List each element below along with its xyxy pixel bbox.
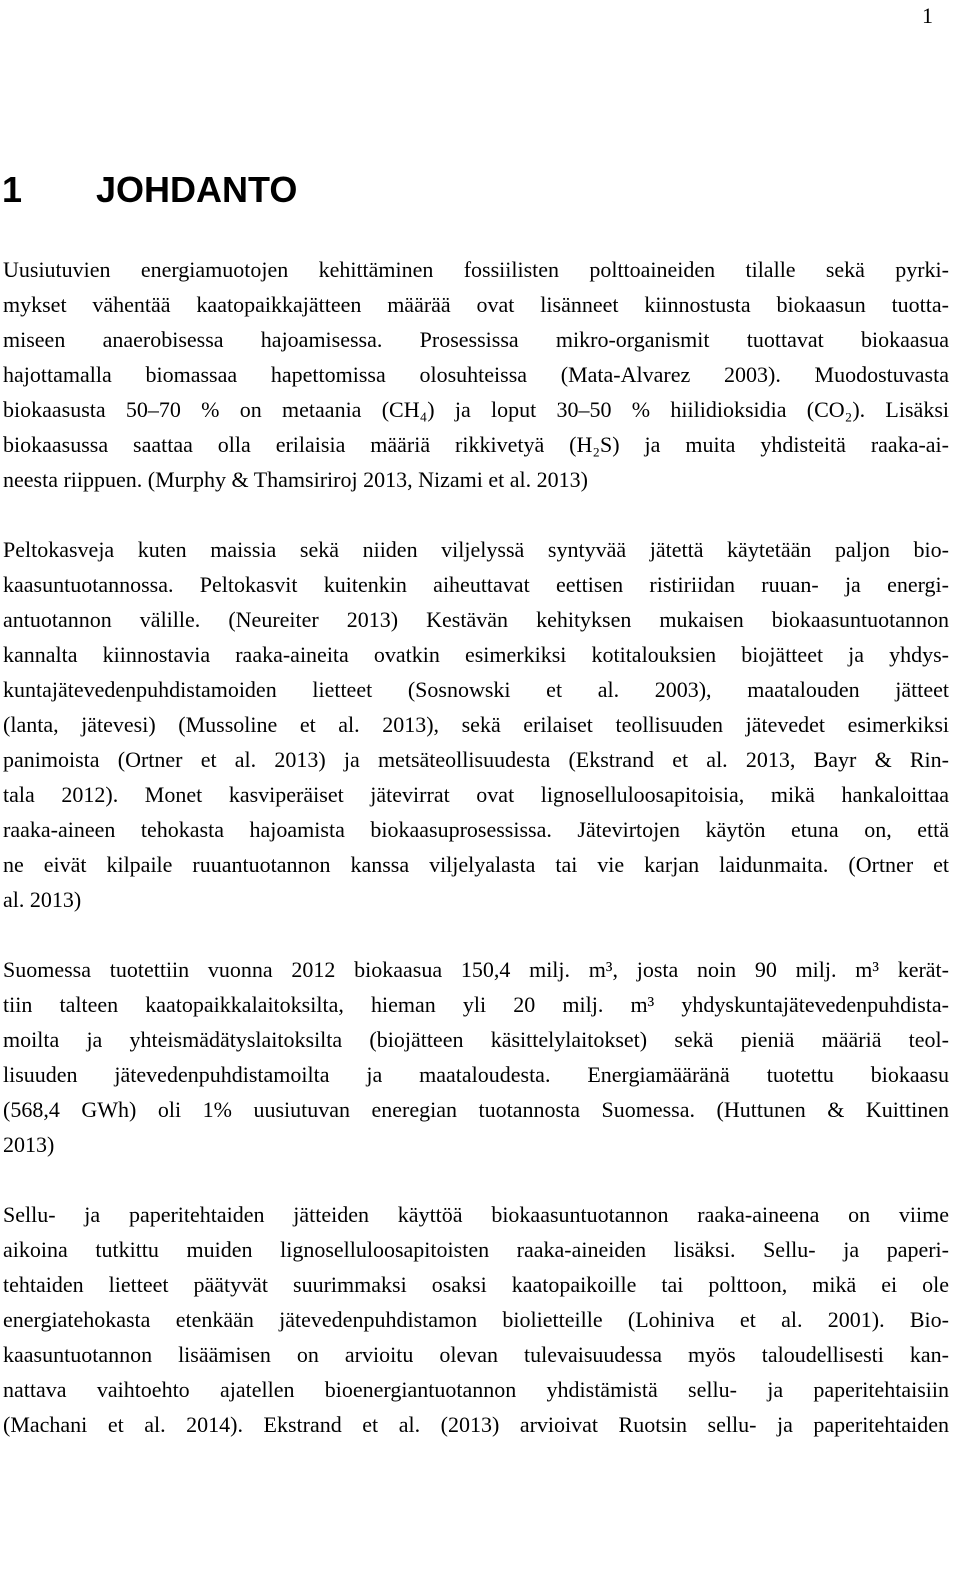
text-line: (568,4 GWh) oli 1% uusiutuvan eneregian tuotannosta Suomessa. (Huttunen & Kuittinen	[3, 1097, 949, 1122]
text-line: biokaasussa saattaa olla erilaisia määriä rikkivetyä (H₂S) ja muita yhdisteitä raaka-ai-	[3, 432, 949, 457]
paragraph-3	[3, 952, 949, 1162]
text-line: lisuuden jätevedenpuhdistamoilta ja maataloudesta. Energiamääränä tuotettu biokaasu	[3, 1062, 949, 1087]
paragraph-1	[3, 252, 949, 497]
text-line: hajottamalla biomassaa hapettomissa olosuhteissa (Mata-Alvarez 2003). Muodostuvasta	[3, 362, 949, 387]
text-line: energiatehokasta etenkään jätevedenpuhdistamon biolietteille (Lohiniva et al. 2001). Bio-	[3, 1307, 949, 1332]
text-line: (Machani et al. 2014). Ekstrand et al. (2013) arvioivat Ruotsin sellu- ja paperitehtaiden	[3, 1412, 949, 1437]
text-line: nattava vaihtoehto ajatellen bioenergiantuotannon yhdistämistä sellu- ja paperitehtaisiin	[3, 1377, 949, 1402]
text-line: ne eivät kilpaile ruuantuotannon kanssa viljelyalasta tai vie karjan laidunmaita. (Ortner et	[3, 852, 949, 877]
chapter-heading	[2, 166, 297, 214]
text-line: (lanta, jätevesi) (Mussoline et al. 2013), sekä erilaiset teollisuuden jätevedet esimerkiksi	[3, 712, 949, 737]
text-line: neesta riippuen. (Murphy & Thamsiriroj 2013, Nizami et al. 2013)	[3, 467, 588, 492]
paragraph-4	[3, 1197, 949, 1442]
text-line: Suomessa tuotettiin vuonna 2012 biokaasua 150,4 milj. m³, josta noin 90 milj. m³ kerät-	[3, 957, 949, 982]
text-line: Peltokasveja kuten maissia sekä niiden viljelyssä syntyvää jätettä käytetään paljon bio-	[3, 537, 949, 562]
chapter-title: JOHDANTO	[96, 169, 298, 210]
text-line: kuntajätevedenpuhdistamoiden lietteet (Sosnowski et al. 2003), maatalouden jätteet	[3, 677, 949, 702]
text-line: tala 2012). Monet kasviperäiset jätevirrat ovat lignoselluloosapitoisia, mikä hankaloittaa	[3, 782, 949, 807]
page-number: 1	[922, 3, 933, 28]
text-line: tiin talteen kaatopaikkalaitoksilta, hieman yli 20 milj. m³ yhdyskuntajätevedenpuhdista-	[3, 992, 949, 1017]
text-line: kaasuntuotannon lisäämisen on arvioitu olevan tulevaisuudessa myös taloudellisesti kan-	[3, 1342, 949, 1367]
text-line: moilta ja yhteismädätyslaitoksilta (biojätteen käsittelylaitokset) sekä pieniä määriä teol-	[3, 1027, 949, 1052]
text-line: raaka-aineen tehokasta hajoamista biokaasuprosessissa. Jätevirtojen käytön etuna on, että	[3, 817, 949, 842]
paragraph-2	[3, 532, 949, 917]
text-line: al. 2013)	[3, 887, 82, 912]
text-line: 2013)	[3, 1132, 55, 1157]
text-line: Uusiutuvien energiamuotojen kehittäminen fossiilisten polttoaineiden tilalle sekä pyrki-	[3, 257, 949, 282]
text-line: panimoista (Ortner et al. 2013) ja metsäteollisuudesta (Ekstrand et al. 2013, Bayr & Rin-	[3, 747, 949, 772]
text-line: aikoina tutkittu muiden lignoselluloosapitoisten raaka-aineiden lisäksi. Sellu- ja paperi-	[3, 1237, 949, 1262]
text-line: miseen anaerobisessa hajoamisessa. Prosessissa mikro-organismit tuottavat biokaasua	[3, 327, 949, 352]
text-line: kaasuntuotannossa. Peltokasvit kuitenkin aiheuttavat eettisen ristiriidan ruuan- ja energi-	[3, 572, 949, 597]
text-line: mykset vähentää kaatopaikkajätteen määrää ovat lisänneet kiinnostusta biokaasun tuotta-	[3, 292, 949, 317]
body-text	[3, 252, 949, 1442]
text-line: kannalta kiinnostavia raaka-aineita ovatkin esimerkiksi kotitalouksien biojätteet ja yhdys-	[3, 642, 949, 667]
text-line: tehtaiden lietteet päätyvät suurimmaksi osaksi kaatopaikoille tai polttoon, mikä ei ole	[3, 1272, 949, 1297]
text-line: Sellu- ja paperitehtaiden jätteiden käyttöä biokaasuntuotannon raaka-aineena on viime	[3, 1202, 949, 1227]
text-line: biokaasusta 50–70 % on metaania (CH₄) ja loput 30–50 % hiilidioksidia (CO₂). Lisäksi	[3, 397, 949, 422]
text-line: antuotannon välille. (Neureiter 2013) Kestävän kehityksen mukaisen biokaasuntuotannon	[3, 607, 949, 632]
chapter-number: 1	[2, 169, 23, 210]
